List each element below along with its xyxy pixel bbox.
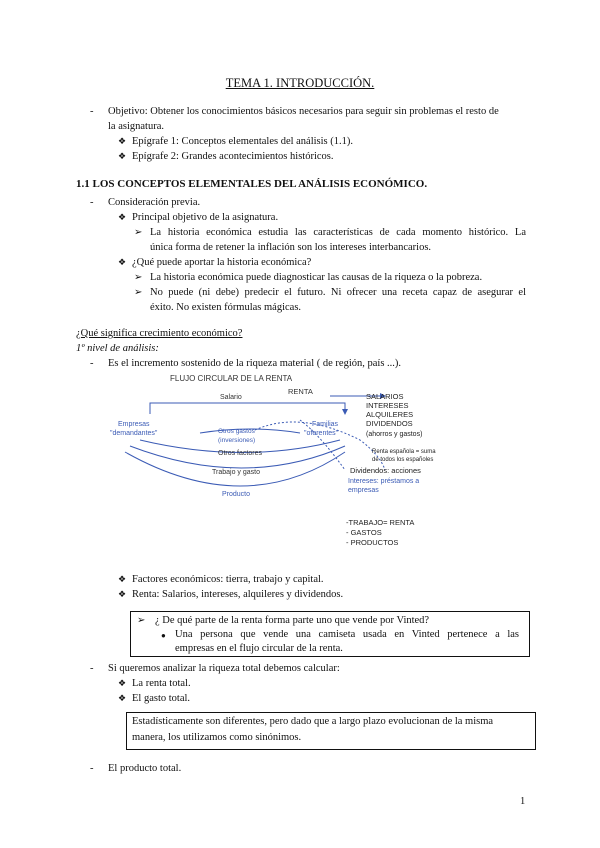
renta-list-item: (ahorros y gastos) — [366, 431, 423, 438]
diamond-bullet-icon — [118, 693, 126, 704]
bottom-list-item: -TRABAJO= RENTA — [346, 518, 415, 527]
renta-list-item: SALARIOS — [366, 392, 404, 401]
list-item: Epígrafe 2: Grandes acontecimientos históricos. — [132, 151, 334, 162]
list-item: Factores económicos: tierra, trabajo y capital. — [132, 574, 324, 585]
list-item: El producto total. — [108, 763, 182, 774]
statistics-text: Estadísticamente son diferentes, pero dado que a largo plazo evolucionan de la misma — [132, 716, 494, 727]
list-item: ¿Qué puede aportar la historia económica? — [132, 257, 312, 268]
dash-bullet: - — [90, 106, 94, 117]
list-item: Es el incremento sostenido de la riqueza material ( de región, país ...). — [108, 358, 402, 369]
renta-list-item: ALQUILERES — [366, 410, 414, 419]
list-item: Si queremos analizar la riqueza total debemos calcular: — [108, 663, 340, 674]
dot-bullet-icon — [161, 630, 166, 641]
renta-espanola-note: de todos los españoles — [372, 457, 434, 463]
list-item: Principal objetivo de la asignatura. — [132, 212, 279, 223]
arrow-bullet-icon — [137, 615, 145, 626]
vinted-answer: empresas en el flujo circular de la renta. — [175, 643, 343, 654]
dividendos-note: empresas — [348, 487, 379, 494]
objective-line: la asignatura. — [108, 121, 164, 132]
diagram-title: FLUJO CIRCULAR DE LA RENTA — [170, 374, 293, 383]
salario-arrow — [150, 403, 345, 414]
list-item: Renta: Salarios, intereses, alquileres y dividendos. — [132, 589, 344, 600]
renta-list-item: INTERESES — [366, 401, 409, 410]
dash-bullet: - — [90, 663, 94, 674]
dividendos-note: Dividendos: acciones — [350, 466, 421, 475]
renta-label: RENTA — [288, 387, 313, 396]
page-number: 1 — [520, 796, 526, 807]
trabajo-label: Trabajo y gasto — [212, 469, 260, 476]
list-item: éxito. No existen fórmulas mágicas. — [150, 302, 302, 313]
diamond-bullet-icon — [118, 678, 126, 689]
empresas-label: Empresas — [118, 421, 150, 428]
renta-list-item: DIVIDENDOS — [366, 419, 413, 428]
section-heading: 1.1 LOS CONCEPTOS ELEMENTALES DEL ANÁLISIS ECONÓMICO. — [76, 178, 428, 190]
familias-label: Familias — [312, 421, 339, 428]
list-item: El gasto total. — [132, 693, 191, 704]
page-title: TEMA 1. INTRODUCCIÓN. — [225, 76, 375, 90]
dash-bullet: - — [90, 358, 94, 369]
subheading-italic: 1º nivel de análisis: — [76, 343, 159, 354]
list-item: La historia económica estudia las características de cada momento histórico. La — [150, 227, 526, 238]
diamond-bullet-icon — [118, 574, 126, 585]
objective-line: Objetivo: Obtener los conocimientos básicos necesarios para seguir sin problemas el resto de — [108, 106, 499, 117]
subheading: ¿Qué significa crecimiento económico? — [76, 328, 243, 339]
producto-label: Producto — [222, 491, 251, 498]
list-item: No puede (ni debe) predecir el futuro. Ni ofrecer una receta capaz de asegurar el — [150, 287, 526, 298]
empresas-label: "demandantes" — [110, 430, 158, 437]
otros-factores-label: Otros factores — [218, 450, 262, 457]
otros-gastos-label: (inversiones) — [218, 437, 256, 444]
vinted-question: ¿ De qué parte de la renta forma parte uno que vende por Vinted? — [155, 615, 430, 626]
renta-espanola-note: Renta española = suma — [372, 449, 436, 455]
list-item: La historia económica puede diagnosticar las causas de la riqueza o la pobreza. — [150, 272, 483, 283]
familias-label: "oferentes" — [304, 430, 339, 437]
vinted-answer: Una persona que vende una camiseta usada en Vinted pertenece a las — [175, 629, 519, 640]
list-item: Consideración previa. — [108, 197, 201, 208]
statistics-box — [126, 712, 536, 750]
list-item: única forma de retener la inflación son los intereses interbancarios. — [150, 242, 432, 253]
vinted-box — [130, 611, 530, 657]
dash-bullet: - — [90, 763, 94, 774]
otros-gastos-label: Otros gastos — [218, 428, 255, 435]
list-item: Epígrafe 1: Conceptos elementales del análisis (1.1). — [132, 136, 354, 147]
list-item: La renta total. — [132, 678, 191, 689]
statistics-text: manera, los utilizamos como sinónimos. — [132, 732, 302, 743]
bottom-list-item: - GASTOS — [346, 528, 382, 537]
dividendos-note: Intereses: préstamos a — [348, 478, 420, 485]
bottom-list-item: - PRODUCTOS — [346, 538, 399, 547]
diamond-bullet-icon — [118, 589, 126, 600]
salario-label: Salario — [220, 394, 242, 401]
dash-bullet: - — [90, 197, 94, 208]
